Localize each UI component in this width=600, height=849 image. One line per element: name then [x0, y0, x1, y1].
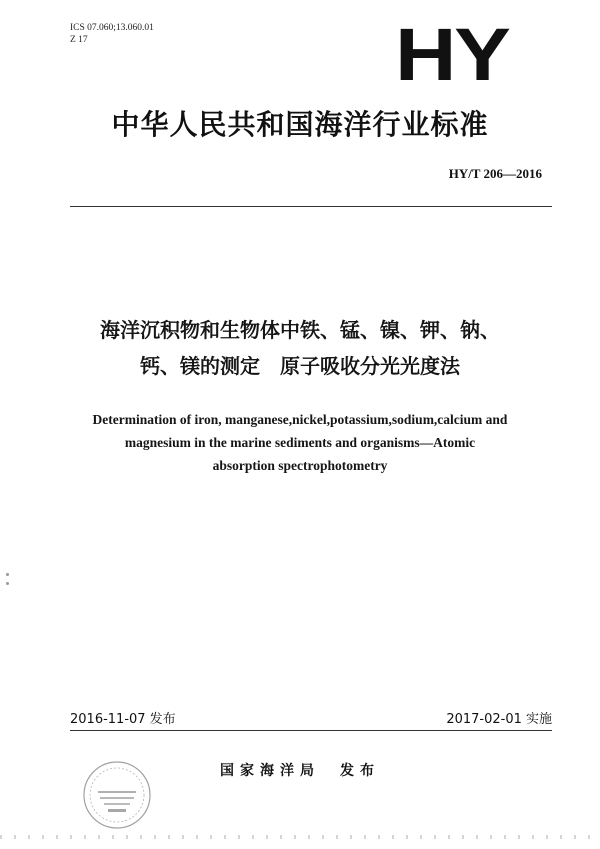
issue-date: 2016-11-07 发布 — [70, 712, 176, 727]
english-title-line-2: magnesium in the marine sediments and organisms—Atomic — [124, 435, 476, 450]
chinese-title-line-2: 钙、镁的测定 原子吸收分光光度法 — [140, 354, 460, 378]
standard-number: HY/T 206—2016 — [448, 166, 542, 181]
chinese-title-line-1: 海洋沉积物和生物体中铁、锰、镍、钾、钠、 — [100, 318, 500, 342]
standard-title: 中华人民共和国海洋行业标准 — [111, 108, 489, 141]
scan-mark — [6, 573, 9, 576]
publisher: 国家海洋局 发布 — [220, 763, 380, 779]
implementation-date: 2017-02-01 实施 — [446, 712, 552, 727]
header-divider — [70, 206, 552, 207]
english-title-line-1: Determination of iron, manganese,nickel,potassium,sodium,calcium and — [92, 412, 508, 427]
english-title-line-3: absorption spectrophotometry — [212, 458, 388, 473]
chinese-title — [40, 312, 560, 384]
classification-codes — [70, 22, 154, 46]
hy-logo: HY — [395, 13, 509, 96]
scan-edge-noise — [0, 835, 600, 839]
footer-divider — [70, 730, 552, 731]
english-title — [40, 408, 560, 477]
circular-seal-icon — [80, 758, 154, 832]
class-code: Z 17 — [70, 35, 88, 45]
scan-mark — [6, 582, 9, 585]
ics-code: ICS 07.060;13.060.01 — [70, 23, 154, 33]
